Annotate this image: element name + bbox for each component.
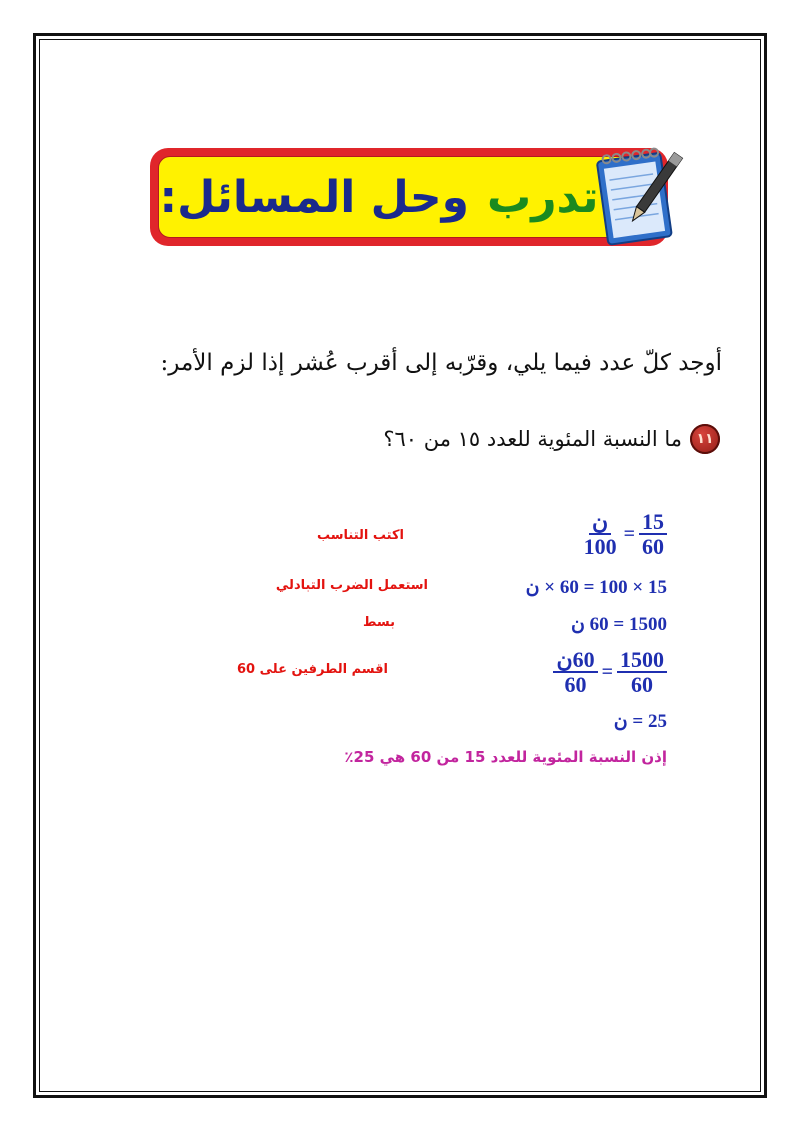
- question-11: [383, 424, 720, 454]
- question-number-badge: ١١: [690, 424, 720, 454]
- step-1-math: $\frac{15}{60}$ = $\frac{\text{ن}}{100}$: [581, 510, 667, 558]
- question-text: ما النسبة المئوية للعدد ١٥ من ٦٠؟: [383, 427, 682, 451]
- banner-title: [159, 157, 599, 237]
- step-2-note: استعمل الضرب التبادلي: [275, 578, 428, 593]
- banner-word-solve: وحل المسائل:: [159, 171, 469, 223]
- fraction-n-100: $\frac{\text{ن}}{100}$: [583, 509, 617, 560]
- fraction-60n-60: $\frac{\text{60ن}}{60}$: [553, 648, 597, 696]
- exercise-instruction: أوجد كلّ عدد فيما يلي، وقرّبه إلى أقرب عُشر إذا لزم الأمر:: [160, 350, 722, 376]
- step-1-note: اكتب التناسب: [317, 528, 404, 543]
- section-banner: [150, 148, 668, 246]
- step-3-note: بسط: [362, 615, 395, 630]
- conclusion-text: إذن النسبة المئوية للعدد 15 من 60 هي 25٪: [344, 748, 667, 766]
- step-4-note: اقسم الطرفين على 60: [236, 662, 388, 677]
- step-5-math: 25 = ن: [613, 711, 667, 732]
- step-3-math: 1500 = 60 ن: [570, 614, 667, 635]
- notepad-pen-icon: [594, 142, 686, 250]
- banner-yellow-panel: [158, 156, 660, 238]
- step-4-math: $\frac{1500}{60}$ = $\frac{\text{60ن}}{60}$: [553, 648, 667, 696]
- step-2-math: 15 × 100 = 60 × ن: [525, 577, 667, 598]
- fraction-1500-60: $\frac{1500}{60}$: [617, 648, 667, 696]
- fraction-15-60: $\frac{15}{60}$: [639, 510, 667, 558]
- banner-word-practice: تدرب: [486, 171, 599, 223]
